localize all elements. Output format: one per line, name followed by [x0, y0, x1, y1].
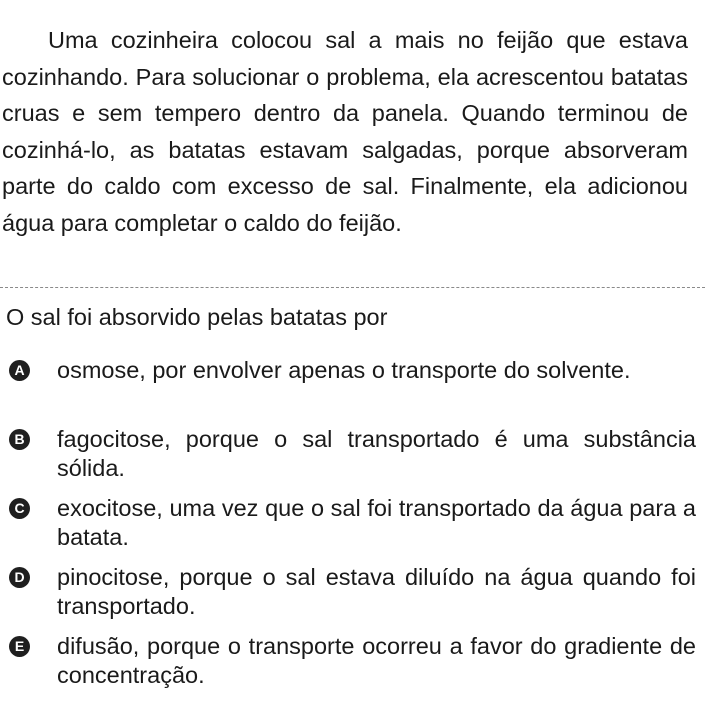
option-e[interactable]: [0, 632, 705, 701]
option-e-text: difusão, porque o transporte ocorreu a favor do gradiente de concentração.: [57, 633, 696, 688]
option-b-text: fagocitose, porque o sal transportado é uma substância sólida.: [57, 426, 696, 481]
answer-options: [0, 356, 705, 701]
option-d-text: pinocitose, porque o sal estava diluído na água quando foi transportado.: [57, 564, 696, 619]
option-a-text: osmose, por envolver apenas o transporte do solvente.: [57, 357, 631, 383]
dashed-divider: [0, 287, 705, 288]
passage-text: Uma cozinheira colocou sal a mais no feijão que estava cozinhando. Para solucionar o problema, ela acrescentou batatas cruas e sem tempero dentro da panela. Quando terminou de cozinhá-lo, as batatas estavam salgadas, porque absorveram parte do caldo com excesso de sal. Finalmente, ela adicionou água para completar o caldo do feijão.: [2, 27, 688, 236]
question-stem: O sal foi absorvido pelas batatas por: [6, 304, 388, 330]
option-a[interactable]: [0, 356, 705, 425]
option-e-badge: E: [9, 636, 30, 657]
option-d-badge: D: [9, 567, 30, 588]
option-a-badge: A: [9, 360, 30, 381]
option-b[interactable]: [0, 425, 705, 494]
option-d[interactable]: [0, 563, 705, 632]
option-b-badge: B: [9, 429, 30, 450]
option-c-badge: C: [9, 498, 30, 519]
option-c-text: exocitose, uma vez que o sal foi transportado da água para a batata.: [57, 495, 696, 550]
option-c[interactable]: [0, 494, 705, 563]
